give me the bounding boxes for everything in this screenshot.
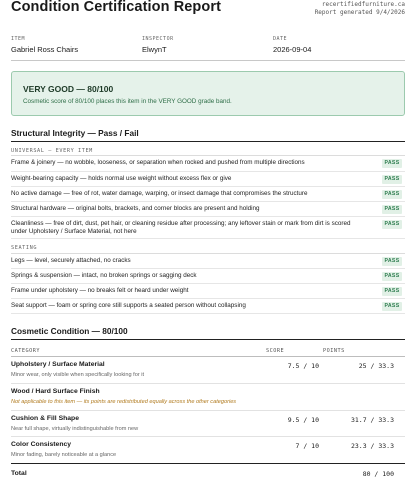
- grade-title: VERY GOOD — 80/100: [23, 84, 114, 94]
- criterion-row: [11, 217, 405, 239]
- pass-badge: PASS: [382, 272, 402, 281]
- criterion-row: [11, 172, 405, 187]
- pass-badge: PASS: [382, 175, 402, 184]
- structural-section-rule: [11, 141, 405, 142]
- category-points: 31.7 / 33.3: [350, 416, 394, 424]
- table-row: [11, 357, 405, 384]
- total-label: Total: [11, 470, 27, 477]
- criterion-text: Cleanliness — free of dirt, dust, pet hair, or cleaning residue after processing; any leftover stain or mark from dirt is scored under Upholstery / Surface Material, not here: [11, 220, 351, 236]
- criterion-row: [11, 299, 405, 314]
- column-header-score: SCORE: [266, 348, 285, 354]
- criterion-text: No active damage — free of rot, water damage, warping, or insect damage that compromises the structure: [11, 190, 308, 197]
- date-value: 2026-09-04: [273, 45, 312, 54]
- structural-section-title: Structural Integrity — Pass / Fail: [11, 128, 139, 138]
- item-label: ITEM: [11, 36, 26, 42]
- group-label-seating: SEATING: [11, 245, 38, 251]
- site-url: recertifiedfurniture.ca: [321, 1, 405, 8]
- category-name: Upholstery / Surface Material: [11, 361, 105, 368]
- pass-badge: PASS: [382, 190, 402, 199]
- criterion-text: Weight-bearing capacity — holds normal use weight without excess flex or give: [11, 175, 232, 182]
- inspector-label: INSPECTOR: [142, 36, 174, 42]
- inspector-field: [142, 36, 174, 54]
- pass-badge: PASS: [382, 220, 402, 229]
- table-row: [11, 411, 405, 437]
- grade-description: Cosmetic score of 80/100 places this item in the VERY GOOD grade band.: [23, 98, 232, 105]
- criterion-row: [11, 254, 405, 269]
- pass-badge: PASS: [382, 257, 402, 266]
- category-points: 23.3 / 33.3: [350, 442, 394, 450]
- category-name: Cushion & Fill Shape: [11, 415, 79, 422]
- pass-badge: PASS: [382, 205, 402, 214]
- criterion-row: [11, 202, 405, 217]
- category-name: Wood / Hard Surface Finish: [11, 388, 100, 395]
- date-label: DATE: [273, 36, 288, 42]
- item-value: Gabriel Ross Chairs: [11, 45, 79, 54]
- report-meta: [11, 36, 405, 56]
- column-header-category: CATEGORY: [11, 348, 40, 354]
- category-note: Minor wear, only visible when specifically looking for it: [11, 372, 145, 378]
- cosmetic-section-title: Cosmetic Condition — 80/100: [11, 326, 128, 336]
- pass-badge: PASS: [382, 159, 402, 168]
- generated-date: Report generated 9/4/2026: [314, 9, 405, 16]
- criterion-text: Seat support — foam or spring core still supports a seated person without collapsing: [11, 302, 246, 309]
- criterion-row: [11, 269, 405, 284]
- criterion-text: Structural hardware — original bolts, brackets, and corner blocks are present and holding: [11, 205, 260, 212]
- category-score: 7.5 / 10: [287, 362, 319, 370]
- meta-divider: [11, 60, 405, 61]
- date-field: [273, 36, 311, 54]
- category-name: Color Consistency: [11, 441, 72, 448]
- criterion-text: Frame & joinery — no wobble, looseness, or separation when rocked and pushed from multiple directions: [11, 159, 305, 166]
- item-field: [11, 36, 78, 54]
- page-title: Condition Certification Report: [11, 0, 222, 15]
- column-header-points: POINTS: [323, 348, 345, 354]
- category-note: Minor fading, barely noticeable at a glance: [11, 452, 117, 458]
- inspector-value: ElwynT: [142, 45, 167, 54]
- pass-badge: PASS: [382, 302, 402, 311]
- category-note: Near full shape, virtually indistinguishable from new: [11, 426, 139, 432]
- category-points: 25 / 33.3: [358, 362, 394, 370]
- cosmetic-section-rule: [11, 339, 405, 340]
- total-value: 80 / 100: [362, 470, 394, 478]
- criterion-text: Frame under upholstery — no breaks felt or heard under weight: [11, 287, 189, 294]
- grade-summary: [11, 71, 405, 116]
- criterion-text: Springs & suspension — intact, no broken springs or sagging deck: [11, 272, 197, 279]
- table-row: [11, 384, 405, 411]
- total-rule: [11, 463, 405, 464]
- category-note: Not applicable to this item — its points are redistributed equally across the other categories: [11, 399, 237, 405]
- pass-badge: PASS: [382, 287, 402, 296]
- table-row: [11, 437, 405, 463]
- criterion-row: [11, 156, 405, 172]
- criterion-text: Legs — level, securely attached, no cracks: [11, 257, 131, 264]
- category-score: 7 / 10: [295, 442, 319, 450]
- criterion-row: [11, 187, 405, 202]
- group-label-universal: UNIVERSAL — EVERY ITEM: [11, 148, 93, 154]
- category-score: 9.5 / 10: [287, 416, 319, 424]
- criterion-row: [11, 284, 405, 299]
- report-header: [11, 0, 405, 18]
